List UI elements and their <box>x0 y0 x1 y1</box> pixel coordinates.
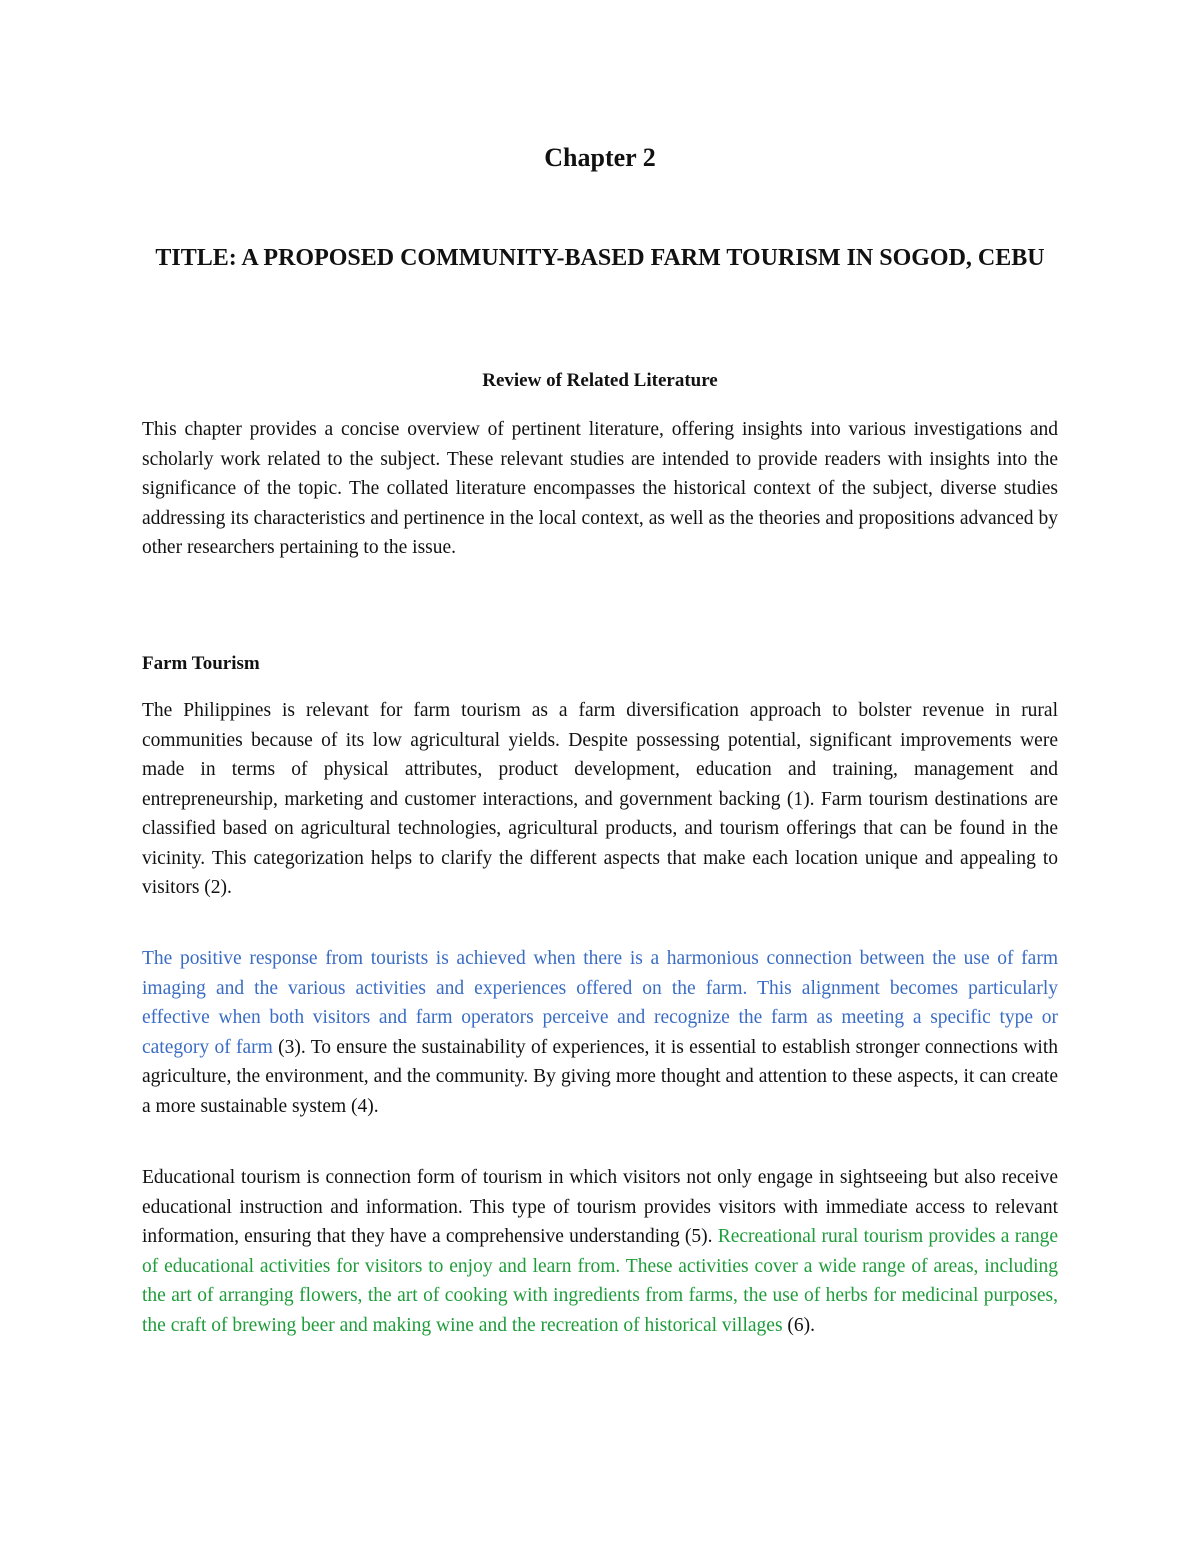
farm-paragraph-2 <box>142 944 1058 1121</box>
intro-paragraph: This chapter provides a concise overview of pertinent literature, offering insights into various investigations and scholarly work related to the subject. These relevant studies are intended to provide readers with insights into the significance of the topic. The collated literature encompasses the historical context of the subject, diverse studies addressing its characteristics and pertinence in the local context, as well as the theories and propositions advanced by other researchers pertaining to the issue. <box>142 419 1058 558</box>
document-title: TITLE: A PROPOSED COMMUNITY-BASED FARM TOURISM IN SOGOD, CEBU <box>155 245 1045 271</box>
paragraph-text: (3). To ensure the sustainability of experiences, it is essential to establish stronger connections with agriculture, the environment, and the community. By giving more thought and attention to these aspects, it can create a more sustainable system (4). <box>142 1036 1058 1117</box>
farm-paragraph-1: The Philippines is relevant for farm tourism as a farm diversification approach to bolster revenue in rural communities because of its low agricultural yields. Despite possessing potential, significant improvements were made in terms of physical attributes, product development, education and training, management and entrepreneurship, marketing and customer interactions, and government backing (1). Farm tourism destinations are classified based on agricultural technologies, agricultural products, and tourism offerings that can be found in the vicinity. This categorization helps to clarify the different aspects that make each location unique and appealing to visitors (2). <box>142 700 1058 898</box>
highlighted-text-green: Recreational rural tourism provides a range of educational activities for visitors to enjoy and learn from. These activities cover a wide range of areas, including the art of arranging flowers, the art of cooking with ingredients from farms, the use of herbs for medicinal purposes, the craft of brewing beer and making wine and the recreation of historical villages <box>142 1226 1059 1336</box>
chapter-heading: Chapter 2 <box>544 143 656 172</box>
review-heading: Review of Related Literature <box>482 370 718 391</box>
paragraph-text: Educational tourism is connection form of tourism in which visitors not only engage in sightseeing but also receive educational instruction and information. This type of tourism provides visitors with immediate access to relevant information, ensuring that they have a comprehensive understanding (5). <box>142 1167 1058 1247</box>
farm-paragraph-3 <box>142 1163 1058 1340</box>
paragraph-text: (6). <box>782 1314 816 1336</box>
section-heading-farm-tourism: Farm Tourism <box>142 653 260 674</box>
highlighted-text-blue: The positive response from tourists is achieved when there is a harmonious connection between the use of farm imaging and the various activities and experiences offered on the farm. This alignment becomes particularly effective when both visitors and farm operators perceive and recognize the farm as meeting a specific type or category of farm <box>142 948 1058 1058</box>
